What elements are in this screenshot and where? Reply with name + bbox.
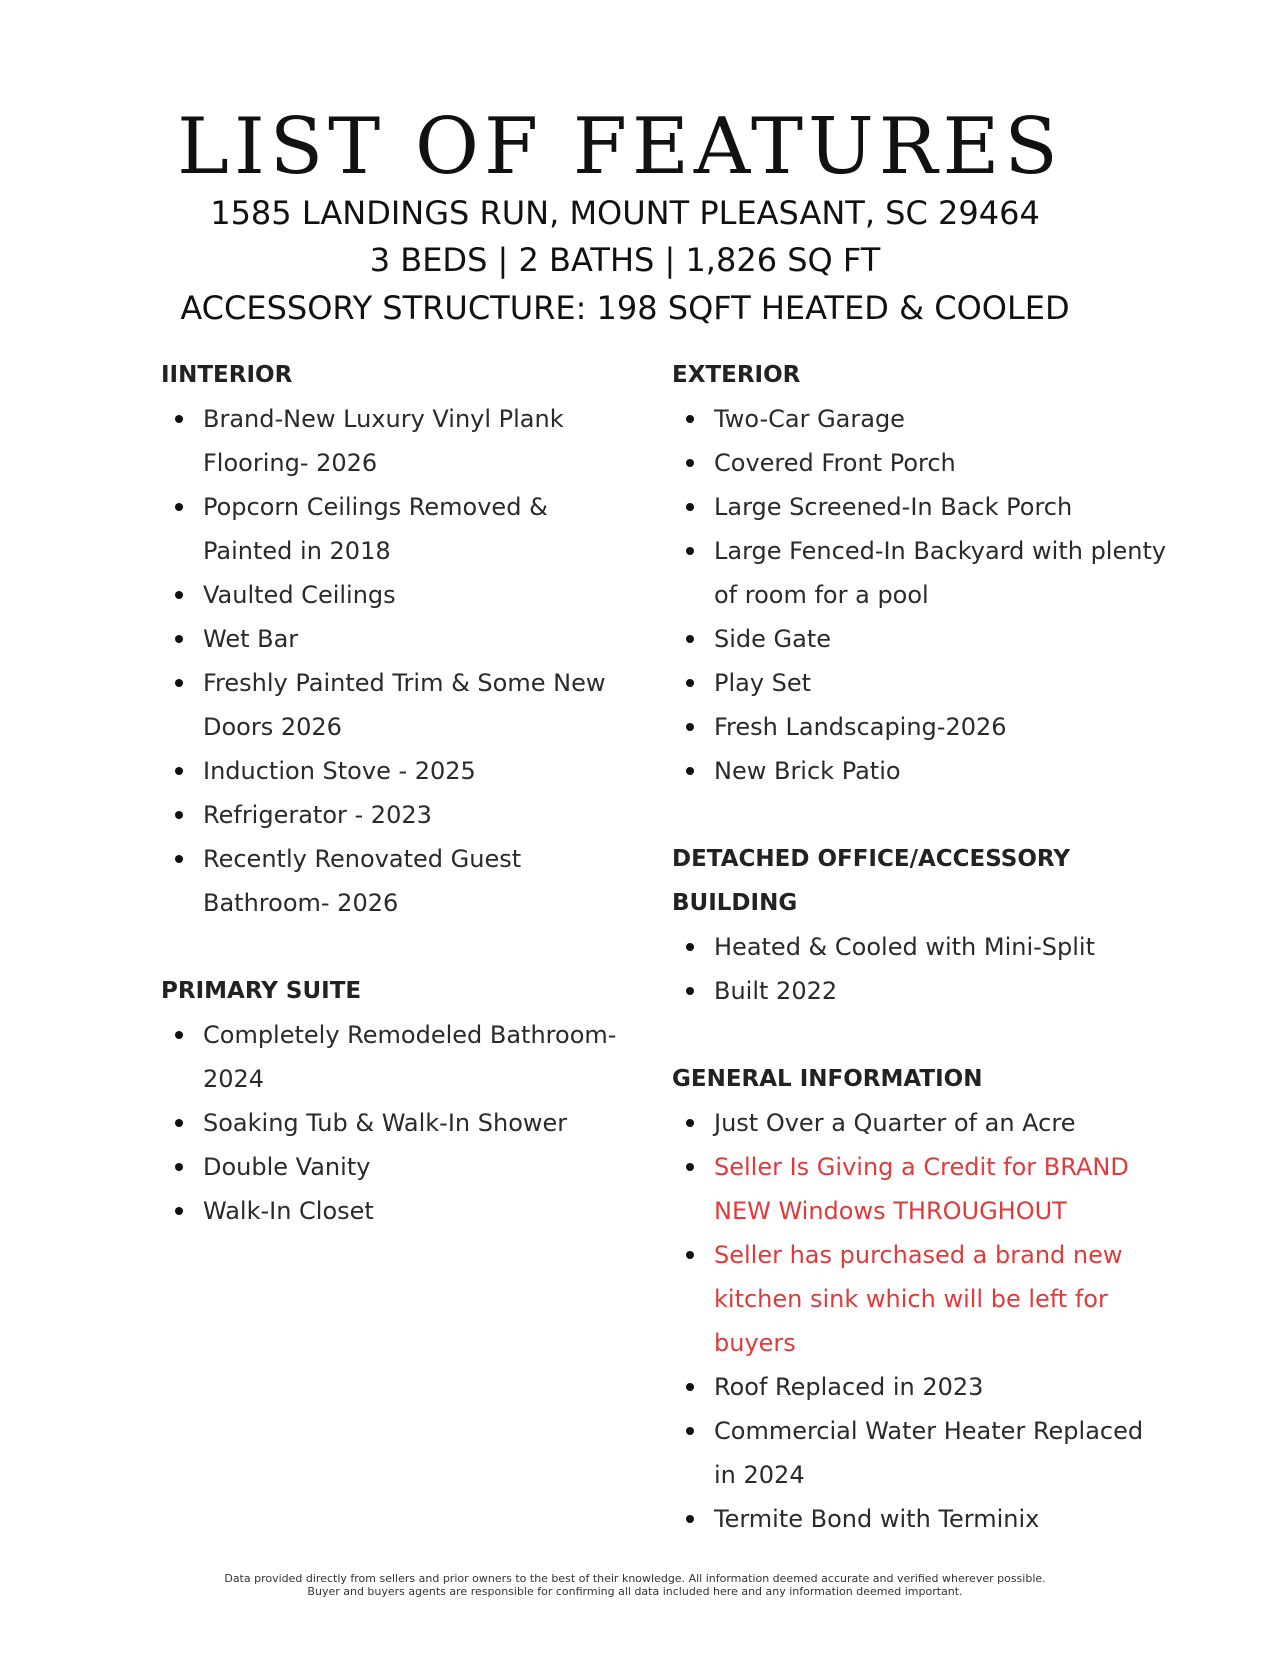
interior-item-text: Induction Stove - 2025 (203, 757, 476, 785)
detached-office-item-text: Heated & Cooled with Mini-Split (714, 933, 1095, 961)
bullet-icon (686, 1515, 694, 1523)
disclaimer-line-1: Data provided directly from sellers and prior owners to the best of their knowledge. All information deemed accurate and verified wherever possible. (224, 1572, 1046, 1585)
bullet-icon (175, 635, 183, 643)
primary-suite-item (161, 1189, 631, 1233)
bullet-icon (175, 855, 183, 863)
interior-list (161, 397, 631, 925)
exterior-item (672, 749, 1172, 793)
general-information-item-text: Just Over a Quarter of an Acre (714, 1109, 1076, 1137)
detached-office-list (672, 925, 1172, 1013)
exterior-item-text: Fresh Landscaping-2026 (714, 713, 1007, 741)
property-specs: 3 BEDS | 2 BATHS | 1,826 SQ FT (369, 241, 881, 279)
primary-suite-item (161, 1145, 631, 1189)
interior-item-text: Wet Bar (203, 625, 299, 653)
general-information-item (672, 1497, 1172, 1541)
interior-item-text: Brand-New Luxury Vinyl Plank Flooring- 2026 (203, 405, 564, 477)
exterior-item-text: Large Screened-In Back Porch (714, 493, 1073, 521)
property-address: 1585 LANDINGS RUN, MOUNT PLEASANT, SC 29464 (210, 194, 1040, 232)
exterior-item (672, 529, 1172, 617)
bullet-icon (175, 811, 183, 819)
bullet-icon (686, 1251, 694, 1259)
bullet-icon (175, 503, 183, 511)
exterior-item (672, 397, 1172, 441)
general-information-item-highlighted (672, 1145, 1172, 1233)
primary-suite-item-text: Soaking Tub & Walk-In Shower (203, 1109, 568, 1137)
interior-item-text: Freshly Painted Trim & Some New Doors 2026 (203, 669, 606, 741)
detached-office-item (672, 925, 1172, 969)
accessory-structure-summary: ACCESSORY STRUCTURE: 198 SQFT HEATED & COOLED (180, 289, 1070, 327)
primary-suite-heading: PRIMARY SUITE (161, 978, 362, 1004)
bullet-icon (686, 767, 694, 775)
primary-suite-item-text: Double Vanity (203, 1153, 371, 1181)
exterior-item (672, 705, 1172, 749)
exterior-item-text: Play Set (714, 669, 812, 697)
bullet-icon (175, 1207, 183, 1215)
interior-item (161, 485, 631, 573)
bullet-icon (175, 679, 183, 687)
bullet-icon (686, 723, 694, 731)
primary-suite-list (161, 1013, 631, 1233)
general-information-item (672, 1101, 1172, 1145)
interior-item-text: Popcorn Ceilings Removed & Painted in 2018 (203, 493, 548, 565)
interior-item-text: Vaulted Ceilings (203, 581, 396, 609)
general-information-list (672, 1101, 1172, 1541)
interior-item (161, 661, 631, 749)
section-spacer (672, 793, 1172, 837)
interior-item (161, 749, 631, 793)
interior-item-text: Recently Renovated Guest Bathroom- 2026 (203, 845, 522, 917)
bullet-icon (686, 679, 694, 687)
interior-item (161, 793, 631, 837)
bullet-icon (175, 1119, 183, 1127)
interior-item-text: Refrigerator - 2023 (203, 801, 432, 829)
right-column (672, 353, 1172, 1541)
bullet-icon (686, 943, 694, 951)
bullet-icon (686, 987, 694, 995)
bullet-icon (686, 547, 694, 555)
interior-item (161, 573, 631, 617)
disclaimer (0, 1572, 1270, 1598)
interior-item (161, 397, 631, 485)
detached-office-heading: DETACHED OFFICE/ACCESSORY BUILDING (672, 846, 1070, 916)
general-information-item-text: Seller has purchased a brand new kitchen sink which will be left for buyers (714, 1241, 1123, 1357)
bullet-icon (686, 635, 694, 643)
bullet-icon (175, 591, 183, 599)
section-spacer (161, 925, 631, 969)
general-information-heading: GENERAL INFORMATION (672, 1066, 983, 1092)
exterior-item (672, 441, 1172, 485)
disclaimer-line-2: Buyer and buyers agents are responsible for confirming all data included here and any information deemed important. (307, 1585, 963, 1598)
general-information-item-text: Termite Bond with Terminix (714, 1505, 1040, 1533)
general-information-item-text: Roof Replaced in 2023 (714, 1373, 984, 1401)
bullet-icon (686, 1119, 694, 1127)
left-column (161, 353, 631, 1233)
primary-suite-item-text: Completely Remodeled Bathroom- 2024 (203, 1021, 617, 1093)
interior-heading: IINTERIOR (161, 362, 293, 388)
bullet-icon (686, 1427, 694, 1435)
primary-suite-item (161, 1013, 631, 1101)
primary-suite-item (161, 1101, 631, 1145)
bullet-icon (686, 1383, 694, 1391)
exterior-item-text: New Brick Patio (714, 757, 901, 785)
exterior-heading: EXTERIOR (672, 362, 801, 388)
detached-office-item (672, 969, 1172, 1013)
general-information-item (672, 1409, 1172, 1497)
bullet-icon (686, 415, 694, 423)
primary-suite-item-text: Walk-In Closet (203, 1197, 374, 1225)
general-information-item-highlighted (672, 1233, 1172, 1365)
bullet-icon (175, 767, 183, 775)
general-information-item-text: Seller Is Giving a Credit for BRAND NEW Windows THROUGHOUT (714, 1153, 1129, 1225)
bullet-icon (175, 1031, 183, 1039)
exterior-list (672, 397, 1172, 793)
general-information-item (672, 1365, 1172, 1409)
page-title: LIST OF FEATURES (177, 102, 1063, 192)
exterior-item (672, 617, 1172, 661)
interior-item (161, 617, 631, 661)
bullet-icon (686, 503, 694, 511)
general-information-item-text: Commercial Water Heater Replaced in 2024 (714, 1417, 1144, 1489)
bullet-icon (175, 1163, 183, 1171)
exterior-item-text: Large Fenced-In Backyard with plenty of room for a pool (714, 537, 1167, 609)
exterior-item-text: Side Gate (714, 625, 832, 653)
bullet-icon (175, 415, 183, 423)
bullet-icon (686, 459, 694, 467)
bullet-icon (686, 1163, 694, 1171)
exterior-item-text: Covered Front Porch (714, 449, 956, 477)
exterior-item (672, 485, 1172, 529)
detached-office-item-text: Built 2022 (714, 977, 838, 1005)
exterior-item-text: Two-Car Garage (714, 405, 905, 433)
exterior-item (672, 661, 1172, 705)
interior-item (161, 837, 631, 925)
section-spacer (672, 1013, 1172, 1057)
